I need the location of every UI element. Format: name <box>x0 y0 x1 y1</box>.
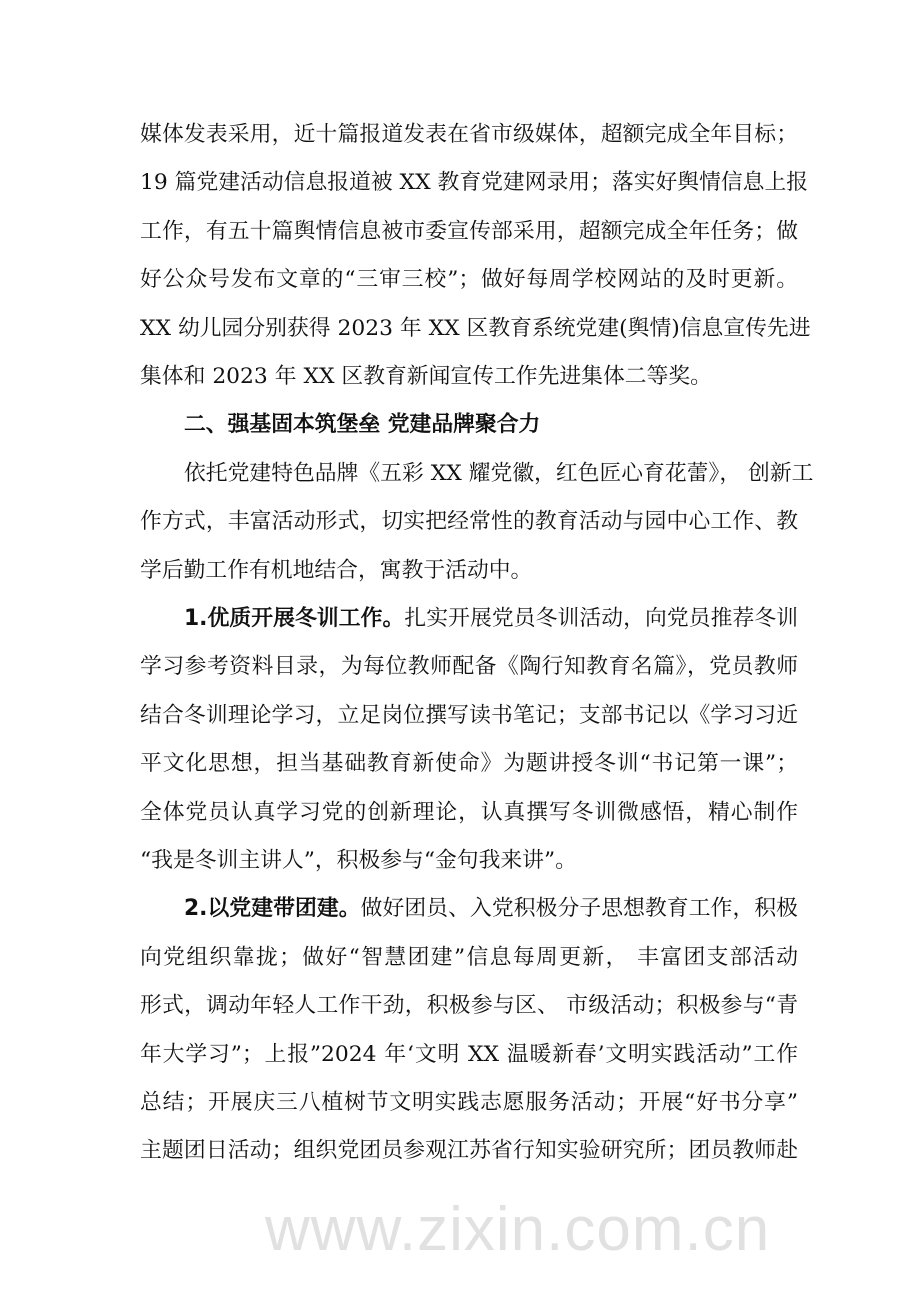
text-line <box>184 459 814 489</box>
text-line <box>140 652 798 682</box>
line-text: 作方式，丰富活动形式，切实把经常性的教育活动与园中心工作、教 <box>140 509 798 535</box>
line-text: 好公众号发布文章的“三审三校”；做好每周学校网站的及时更新。 <box>140 267 798 293</box>
line-text: 结合冬训理论学习，立足岗位撰写读书笔记；支部书记以《学习习近 <box>140 702 798 728</box>
line-text: 学习参考资料目录，为每位教师配备《陶行知教育名篇》，党员教师 <box>140 654 798 680</box>
line-text: 学后勤工作有机地结合，寓教于活动中。 <box>140 557 533 583</box>
text-line <box>184 894 798 924</box>
text-line <box>140 1136 798 1166</box>
text-line <box>140 943 798 973</box>
text-line <box>140 1040 798 1070</box>
bold-lead: 1.优质开展冬训工作。 <box>184 606 405 631</box>
bold-lead: 2.以党建带团建。 <box>184 896 361 922</box>
line-text: XX 幼儿园分别获得 2023 年 XX 区教育系统党建(舆情)信息宣传先进 <box>140 315 811 341</box>
section-heading <box>184 410 798 440</box>
text-line <box>140 265 798 295</box>
line-text: 做好团员、入党积极分子思想教育工作，积极 <box>360 896 798 922</box>
line-text: 全体党员认真学习党的创新理论，认真撰写冬训微感悟，精心制作 <box>140 799 798 825</box>
line-text: 媒体发表采用，近十篇报道发表在省市级媒体，超额完成全年目标； <box>140 122 798 147</box>
text-line <box>140 507 798 537</box>
text-line <box>184 604 798 634</box>
text-line <box>140 556 798 586</box>
text-line <box>140 1088 798 1118</box>
text-line <box>140 120 798 150</box>
line-text: 19 篇党建活动信息报道被 XX 教育党建网录用；落实好舆情信息上报 <box>140 170 809 196</box>
line-text: 平文化思想，担当基础教育新使命》为题讲授冬训“书记第一课”； <box>140 751 798 777</box>
text-line <box>140 168 809 198</box>
watermark: www.zixin.com.cn <box>265 1195 771 1264</box>
line-text: 向党组织靠拢；做好“智慧团建”信息每周更新， 丰富团支部活动 <box>140 944 798 970</box>
line-text: 形式，调动年轻人工作干劲，积极参与区、 市级活动；积极参与“青 <box>140 993 798 1019</box>
line-text: 扎实开展党员冬训活动，向党员推荐冬训 <box>404 606 798 631</box>
text-line <box>140 991 798 1021</box>
line-text: 集体和 2023 年 XX 区教育新闻宣传工作先进集体二等奖。 <box>140 364 712 389</box>
line-text: 依托党建特色品牌《五彩 XX 耀党徽，红色匠心育花蕾》， 创新工 <box>184 460 814 486</box>
text-line <box>140 798 798 828</box>
text-line <box>140 362 798 392</box>
line-text: 工作，有五十篇舆情信息被市委宣传部采用，超额完成全年任务；做 <box>140 218 798 244</box>
bold-lead: 二、强基固本筑堡垒 党建品牌聚合力 <box>184 412 541 438</box>
text-line <box>140 749 798 779</box>
text-line <box>140 846 798 876</box>
text-line <box>140 701 798 731</box>
line-text: 年大学习”；上报”2024 年‘文明 XX 温暖新春’文明实践活动”工作 <box>140 1041 798 1067</box>
text-line <box>140 314 811 344</box>
text-line <box>140 217 798 247</box>
line-text: 主题团日活动；组织党团员参观江苏省行知实验研究所；团员教师赴 <box>140 1138 798 1164</box>
line-text: “我是冬训主讲人”，积极参与“金句我来讲”。 <box>140 848 577 873</box>
line-text: 总结；开展庆三八植树节文明实践志愿服务活动；开展“好书分享” <box>140 1090 798 1115</box>
